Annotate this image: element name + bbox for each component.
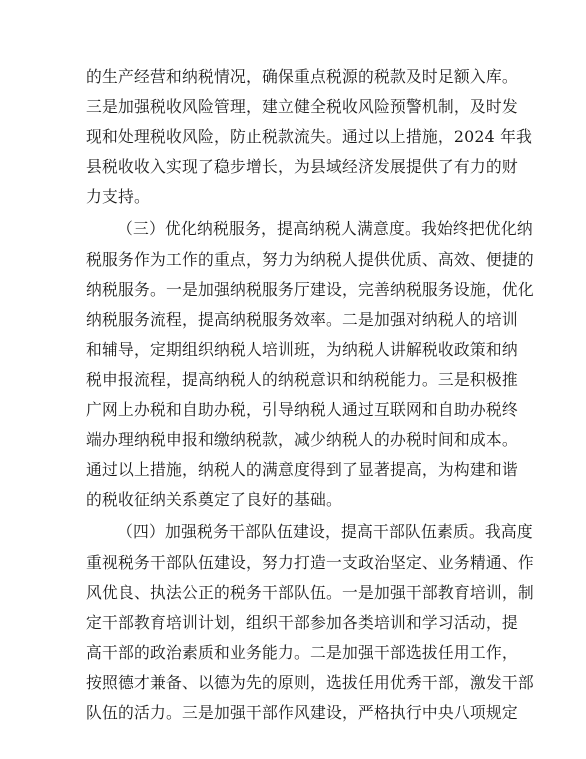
text-line: 通过以上措施，纳税人的满意度得到了显著提高，为构建和谐 xyxy=(86,460,518,480)
text-line: 和辅导，定期组织纳税人培训班，为纳税人讲解税收政策和纳 xyxy=(86,339,518,359)
text-line: 的生产经营和纳税情况，确保重点税源的税款及时足额入库。 xyxy=(86,67,518,86)
text-line: 高干部的政治素质和业务能力。二是加强干部选拔任用工作， xyxy=(86,642,518,662)
text-line: 广网上办税和自助办税，引导纳税人通过互联网和自助办税终 xyxy=(86,400,518,420)
text-line: 端办理纳税申报和缴纳税款，减少纳税人的办税时间和成本。 xyxy=(86,430,518,450)
text-line: 队伍的活力。三是加强干部作风建设，严格执行中央八项规定 xyxy=(86,702,518,722)
paragraph-tax-revenue-continued xyxy=(86,62,533,212)
text-line: 三是加强税收风险管理，建立健全税收风险预警机制，及时发 xyxy=(86,97,518,117)
text-line: 税申报流程，提高纳税人的纳税意识和纳税能力。三是积极推 xyxy=(86,369,518,389)
text-line: （四）加强税务干部队伍建设，提高干部队伍素质。我高度 xyxy=(117,522,533,542)
paragraph-optimize-tax-service xyxy=(86,214,534,515)
text-line: 纳税服务。一是加强纳税服务厅建设，完善纳税服务设施，优化 xyxy=(86,279,534,299)
text-line: 税服务作为工作的重点，努力为纳税人提供优质、高效、便捷的 xyxy=(86,249,534,269)
text-line: 纳税服务流程，提高纳税服务效率。二是加强对纳税人的培训 xyxy=(86,309,518,329)
text-line: 现和处理税收风险，防止税款流失。通过以上措施，2024 年我 xyxy=(86,127,533,147)
text-line: 定干部教育培训计划，组织干部参加各类培训和学习活动，提 xyxy=(86,612,518,632)
text-line: 按照德才兼备、以德为先的原则，选拔任用优秀干部，激发干部 xyxy=(86,672,534,692)
paragraph-cadre-team-building xyxy=(86,517,534,728)
document-body xyxy=(86,62,534,730)
text-line: （三）优化纳税服务，提高纳税人满意度。我始终把优化纳 xyxy=(117,219,533,239)
text-line: 重视税务干部队伍建设，努力打造一支政治坚定、业务精通、作 xyxy=(86,552,534,572)
text-line: 县税收收入实现了稳步增长，为县域经济发展提供了有力的财 xyxy=(86,157,518,177)
text-line: 力支持。 xyxy=(86,187,150,207)
text-line: 风优良、执法公正的税务干部队伍。一是加强干部教育培训，制 xyxy=(86,582,534,602)
text-line: 的税收征纳关系奠定了良好的基础。 xyxy=(86,490,342,510)
